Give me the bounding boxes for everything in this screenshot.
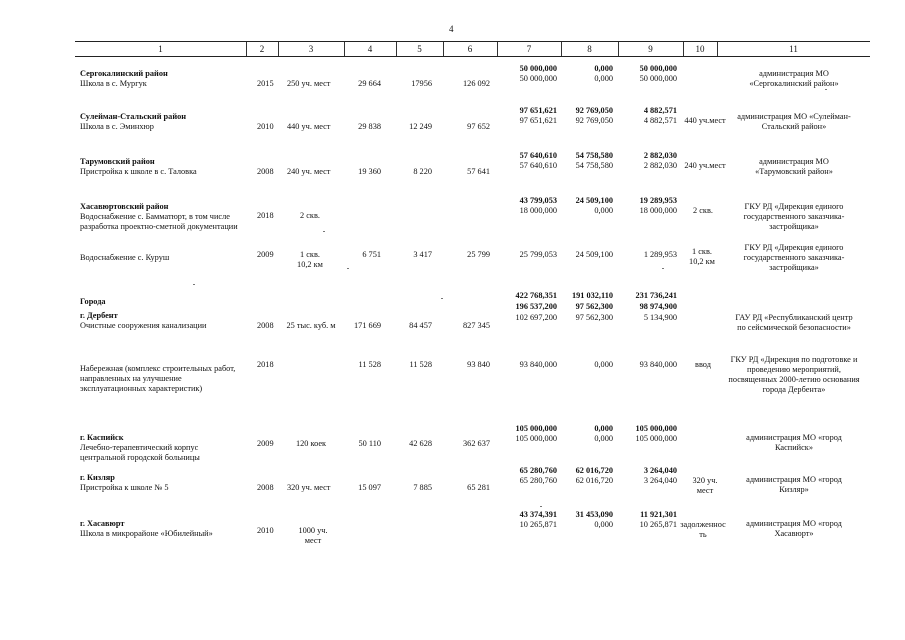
- total-col-9: 98 974,900: [639, 302, 677, 311]
- col-6-value: 126 092: [463, 79, 490, 88]
- object-name: Лечебно-терапевтический корпус центральной городской больницы: [80, 443, 200, 462]
- scan-speck: [540, 506, 542, 507]
- header-col-6: 6: [467, 44, 473, 54]
- total-col-7: 196 537,200: [515, 302, 557, 311]
- city-title: г. Кизляр: [80, 473, 115, 482]
- col-9-value: 1 289,953: [643, 250, 677, 259]
- header-col-8: 8: [587, 44, 592, 54]
- object-name: Водоснабжение с. Бамматюрт, в том числе разработка проектно-сметной документации: [80, 212, 238, 231]
- col-8-value: 0,000: [594, 206, 613, 215]
- total-col-8: 92 769,050: [575, 106, 613, 115]
- responsible-org: администрация МО «город Хасавюрт»: [746, 519, 842, 538]
- total-col-7: 422 768,351: [515, 291, 557, 300]
- total-col-9: 3 264,040: [643, 466, 677, 475]
- region-title: Сергокалинский район: [80, 69, 168, 78]
- col-9-value: 18 000,000: [639, 206, 677, 215]
- col-7-value: 25 799,053: [519, 250, 557, 259]
- city-title: г. Дербент: [80, 311, 118, 320]
- col-9-value: 5 134,900: [643, 313, 677, 322]
- col-5-value: 11 528: [409, 360, 432, 369]
- col-6-value: 65 281: [467, 483, 490, 492]
- total-col-7: 43 799,053: [519, 196, 557, 205]
- col-6-value: 93 840: [467, 360, 490, 369]
- total-col-8: 97 562,300: [575, 302, 613, 311]
- year: 2008: [257, 321, 274, 330]
- responsible-org: администрация МО «город Каспийск»: [746, 433, 842, 452]
- page-number: 4: [449, 24, 454, 34]
- col-4-value: 19 360: [358, 167, 381, 176]
- col-8-value: 0,000: [594, 360, 613, 369]
- col-9-value: 4 882,571: [643, 116, 677, 125]
- total-col-8: 24 509,100: [575, 196, 613, 205]
- header-col-9: 9: [648, 44, 653, 54]
- total-col-9: 19 289,953: [639, 196, 677, 205]
- total-col-9: 50 000,000: [639, 64, 677, 73]
- col-8-value: 24 509,100: [575, 250, 613, 259]
- col-9-value: 2 882,030: [643, 161, 677, 170]
- city-title: г. Каспийск: [80, 433, 124, 442]
- responsible-org: администрация МО «Сулейман-Стальский район»: [737, 112, 851, 131]
- col-8-value: 92 769,050: [575, 116, 613, 125]
- col-7-value: 18 000,000: [519, 206, 557, 215]
- col-8-value: 0,000: [594, 520, 613, 529]
- header-col-11: 11: [789, 44, 798, 54]
- total-col-7: 57 640,610: [519, 151, 557, 160]
- unit-col-10: 2 скв.: [693, 206, 713, 215]
- col-9-value: 93 840,000: [639, 360, 677, 369]
- col-4-value: 29 664: [358, 79, 381, 88]
- unit-col-10: задолженность: [680, 520, 726, 539]
- responsible-org: администрация МО «город Кизляр»: [746, 475, 842, 494]
- total-col-8: 54 758,580: [575, 151, 613, 160]
- col-7-value: 105 000,000: [515, 434, 557, 443]
- col-5-value: 8 220: [413, 167, 432, 176]
- unit-col-10: 320 уч. мест: [692, 476, 718, 495]
- capacity: 25 тыс. куб. м: [286, 321, 336, 330]
- total-col-8: 0,000: [594, 424, 613, 433]
- header-top-rule: [75, 41, 870, 42]
- total-col-8: 31 453,090: [575, 510, 613, 519]
- col-8-value: 62 016,720: [575, 476, 613, 485]
- header-col-10: 10: [695, 44, 705, 54]
- object-name: Пристройка к школе в с. Таловка: [80, 167, 197, 176]
- header-col-4: 4: [367, 44, 373, 54]
- capacity: 320 уч. мест: [287, 483, 331, 492]
- total-col-8: 191 032,110: [571, 291, 613, 300]
- unit-col-10: 1 скв. 10,2 км: [689, 247, 715, 266]
- col-9-value: 3 264,040: [643, 476, 677, 485]
- col-7-value: 10 265,871: [519, 520, 557, 529]
- total-col-8: 62 016,720: [575, 466, 613, 475]
- total-col-9: 11 921,301: [640, 510, 677, 519]
- region-title: Сулейман-Стальский район: [80, 112, 187, 121]
- total-col-7: 65 280,760: [519, 466, 557, 475]
- year: 2018: [257, 360, 274, 369]
- header-col-5: 5: [417, 44, 422, 54]
- col-4-value: 6 751: [362, 250, 381, 259]
- region-title: Тарумовский район: [80, 157, 155, 166]
- col-6-value: 25 799: [467, 250, 490, 259]
- year: 2008: [257, 483, 274, 492]
- scan-speck: [825, 89, 827, 90]
- total-col-7: 50 000,000: [519, 64, 557, 73]
- col-9-value: 10 265,871: [639, 520, 677, 529]
- capacity: 1 скв. 10,2 км: [297, 250, 323, 269]
- col-4-value: 29 838: [358, 122, 381, 131]
- responsible-org: администрация МО «Тарумовский район»: [755, 157, 833, 176]
- col-8-value: 0,000: [594, 434, 613, 443]
- responsible-org: ГКУ РД «Дирекция по подготовке и проведению мероприятий, посвященных 2000-летию основания города Дербента»: [728, 355, 860, 394]
- year: 2015: [257, 79, 274, 88]
- year: 2010: [257, 526, 274, 535]
- responsible-org: ГАУ РД «Республиканский центр по сейсмической безопасности»: [735, 313, 853, 332]
- col-8-value: 54 758,580: [575, 161, 613, 170]
- col-5-value: 3 417: [413, 250, 432, 259]
- capacity: 1000 уч. мест: [298, 526, 328, 545]
- col-5-value: 84 457: [409, 321, 432, 330]
- scan-speck: [441, 298, 443, 299]
- object-name: Школа в с. Эминхюр: [80, 122, 154, 131]
- capacity: 2 скв.: [300, 211, 320, 220]
- col-9-value: 50 000,000: [639, 74, 677, 83]
- col-4-value: 11 528: [358, 360, 381, 369]
- section-title: Города: [80, 297, 106, 306]
- scan-speck: [347, 268, 349, 269]
- col-7-value: 97 651,621: [519, 116, 557, 125]
- header-bottom-rule: [75, 56, 870, 57]
- header-col-1: 1: [158, 44, 163, 54]
- total-col-9: 105 000,000: [635, 424, 677, 433]
- object-name: Набережная (комплекс строительных работ, направленных на улучшение эксплуатационных характеристик): [80, 364, 236, 393]
- col-6-value: 362 637: [463, 439, 490, 448]
- col-8-value: 0,000: [594, 74, 613, 83]
- total-col-7: 97 651,621: [519, 106, 557, 115]
- capacity: 440 уч. мест: [287, 122, 331, 131]
- object-name: Школа в с. Мургук: [80, 79, 147, 88]
- responsible-org: администрация МО «Сергокалинский район»: [749, 69, 839, 88]
- header-col-7: 7: [526, 44, 532, 54]
- total-col-9: 231 736,241: [635, 291, 677, 300]
- col-9-value: 105 000,000: [635, 434, 677, 443]
- region-title: Хасавюртовский район: [80, 202, 169, 211]
- responsible-org: ГКУ РД «Дирекция единого государственного заказчика-застройщика»: [743, 243, 845, 272]
- year: 2009: [257, 250, 274, 259]
- capacity: 120 коек: [296, 439, 327, 448]
- col-5-value: 7 885: [413, 483, 432, 492]
- object-name: Водоснабжение с. Куруш: [80, 253, 170, 262]
- col-7-value: 57 640,610: [519, 161, 557, 170]
- unit-col-10: 240 уч.мест: [684, 161, 726, 170]
- capacity: 250 уч. мест: [287, 79, 331, 88]
- object-name: Школа в микрорайоне «Юбилейный»: [80, 529, 213, 538]
- col-8-value: 97 562,300: [575, 313, 613, 322]
- col-5-value: 42 628: [409, 439, 432, 448]
- total-col-9: 4 882,571: [643, 106, 677, 115]
- col-6-value: 57 641: [467, 167, 490, 176]
- total-col-8: 0,000: [594, 64, 613, 73]
- col-5-value: 12 249: [409, 122, 432, 131]
- responsible-org: ГКУ РД «Дирекция единого государственного заказчика-застройщика»: [743, 202, 845, 231]
- scan-speck: [662, 268, 664, 269]
- scan-speck: [323, 231, 325, 232]
- col-7-value: 93 840,000: [519, 360, 557, 369]
- city-title: г. Хасавюрт: [80, 519, 125, 528]
- unit-col-10: 440 уч.мест: [684, 116, 726, 125]
- col-4-value: 15 097: [358, 483, 381, 492]
- col-7-value: 102 697,200: [515, 313, 557, 322]
- col-6-value: 827 345: [463, 321, 490, 330]
- header-col-2: 2: [259, 44, 265, 54]
- year: 2010: [257, 122, 274, 131]
- total-col-7: 105 000,000: [515, 424, 557, 433]
- year: 2008: [257, 167, 274, 176]
- unit-col-10: ввод: [695, 360, 711, 369]
- col-4-value: 50 110: [358, 439, 381, 448]
- capacity: 240 уч. мест: [287, 167, 331, 176]
- total-col-9: 2 882,030: [643, 151, 677, 160]
- col-7-value: 65 280,760: [519, 476, 557, 485]
- col-4-value: 171 669: [354, 321, 381, 330]
- header-col-3: 3: [308, 44, 314, 54]
- object-name: Очистные сооружения канализации: [80, 321, 207, 330]
- year: 2009: [257, 439, 274, 448]
- object-name: Пристройка к школе № 5: [80, 483, 169, 492]
- year: 2018: [257, 211, 274, 220]
- scan-speck: [193, 284, 195, 285]
- col-5-value: 17956: [411, 79, 432, 88]
- col-7-value: 50 000,000: [519, 74, 557, 83]
- col-6-value: 97 652: [467, 122, 490, 131]
- total-col-7: 43 374,391: [519, 510, 557, 519]
